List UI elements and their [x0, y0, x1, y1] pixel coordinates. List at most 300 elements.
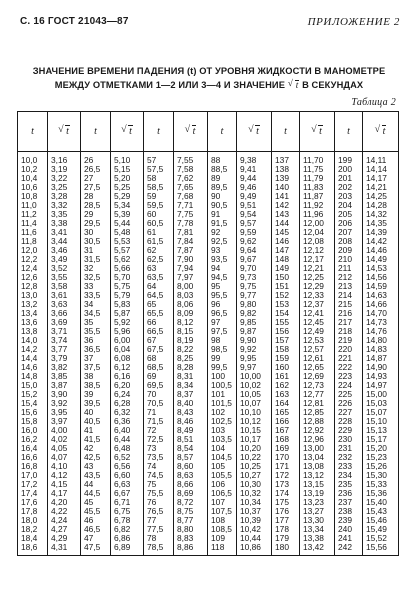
cell-sqrt-t: 14,28 [363, 201, 399, 210]
cell-t: 156 [272, 327, 300, 336]
cell-sqrt-t: 8,69 [174, 489, 208, 498]
cell-t: 211 [335, 264, 363, 273]
cell-sqrt-t: 7,94 [174, 264, 208, 273]
cell-t: 176 [272, 507, 300, 516]
cell-sqrt-t: 8,57 [174, 453, 208, 462]
cell-t: 59 [144, 192, 174, 201]
cell-sqrt-t: 4,02 [48, 435, 81, 444]
cell-sqrt-t: 6,60 [111, 471, 144, 480]
cell-t: 71,5 [144, 417, 174, 426]
data-table [17, 111, 399, 556]
cell-sqrt-t: 15,07 [363, 408, 399, 417]
cell-sqrt-t: 5,79 [111, 291, 144, 300]
cell-t: 30 [81, 228, 111, 237]
cell-t: 171 [272, 462, 300, 471]
cell-t: 226 [335, 399, 363, 408]
cell-t: 138 [272, 165, 300, 174]
cell-sqrt-t: 12,49 [300, 327, 335, 336]
cell-t: 18,6 [18, 543, 48, 556]
cell-sqrt-t: 12,73 [300, 381, 335, 390]
cell-t: 41,5 [81, 435, 111, 444]
cell-t: 160 [272, 363, 300, 372]
cell-t: 207 [335, 228, 363, 237]
cell-t: 230 [335, 435, 363, 444]
cell-sqrt-t: 9,62 [237, 237, 272, 246]
cell-sqrt-t: 4,15 [48, 480, 81, 489]
cell-sqrt-t: 10,12 [237, 417, 272, 426]
cell-t: 106,5 [208, 489, 237, 498]
cell-t: 94,5 [208, 273, 237, 282]
cell-sqrt-t: 14,21 [363, 183, 399, 192]
cell-sqrt-t: 9,95 [237, 354, 272, 363]
cell-sqrt-t: 10,44 [237, 534, 272, 543]
cell-sqrt-t: 9,70 [237, 264, 272, 273]
cell-sqrt-t: 7,68 [174, 192, 208, 201]
cell-sqrt-t: 8,06 [174, 300, 208, 309]
cell-t: 16,6 [18, 453, 48, 462]
cell-t: 242 [335, 543, 363, 556]
cell-sqrt-t: 9,75 [237, 282, 272, 291]
cell-sqrt-t: 5,39 [111, 210, 144, 219]
cell-t: 32,5 [81, 273, 111, 282]
cell-sqrt-t: 3,69 [48, 318, 81, 327]
cell-sqrt-t: 3,38 [48, 219, 81, 228]
cell-sqrt-t: 4,12 [48, 471, 81, 480]
cell-sqrt-t: 13,34 [300, 525, 335, 534]
cell-sqrt-t: 12,00 [300, 219, 335, 228]
cell-sqrt-t: 10,05 [237, 390, 272, 399]
cell-sqrt-t: 9,57 [237, 219, 272, 228]
cell-t: 95,5 [208, 291, 237, 300]
cell-sqrt-t: 12,61 [300, 354, 335, 363]
cell-t: 40 [81, 408, 111, 417]
cell-sqrt-t: 9,90 [237, 336, 272, 345]
cell-sqrt-t: 13,04 [300, 453, 335, 462]
cell-t: 16,4 [18, 444, 48, 453]
cell-t: 154 [272, 309, 300, 318]
cell-t: 212 [335, 273, 363, 282]
cell-sqrt-t: 9,73 [237, 273, 272, 282]
cell-sqrt-t: 7,97 [174, 273, 208, 282]
cell-sqrt-t: 6,89 [111, 543, 144, 556]
cell-t: 37 [81, 354, 111, 363]
cell-t: 14,6 [18, 363, 48, 372]
cell-sqrt-t: 15,23 [363, 453, 399, 462]
cell-t: 17,6 [18, 498, 48, 507]
cell-sqrt-t: 12,81 [300, 399, 335, 408]
cell-t: 60 [144, 210, 174, 219]
cell-t: 28 [81, 192, 111, 201]
cell-sqrt-t: 15,20 [363, 444, 399, 453]
cell-sqrt-t: 9,54 [237, 210, 272, 219]
cell-sqrt-t: 6,04 [111, 345, 144, 354]
cell-sqrt-t: 6,82 [111, 525, 144, 534]
cell-t: 163 [272, 390, 300, 399]
cell-sqrt-t: 14,49 [363, 255, 399, 264]
cell-sqrt-t: 6,75 [111, 507, 144, 516]
cell-t: 233 [335, 462, 363, 471]
cell-sqrt-t: 9,87 [237, 327, 272, 336]
cell-t: 177 [272, 516, 300, 525]
cell-sqrt-t: 5,20 [111, 174, 144, 183]
cell-sqrt-t: 5,25 [111, 183, 144, 192]
cell-t: 16,2 [18, 435, 48, 444]
cell-t: 11,8 [18, 237, 48, 246]
cell-t: 15,4 [18, 399, 48, 408]
cell-sqrt-t: 8,72 [174, 498, 208, 507]
cell-t: 232 [335, 453, 363, 462]
cell-sqrt-t: 12,12 [300, 246, 335, 255]
cell-t: 29 [81, 210, 111, 219]
cell-sqrt-t: 8,09 [174, 309, 208, 318]
cell-t: 71 [144, 408, 174, 417]
cell-sqrt-t: 14,93 [363, 372, 399, 381]
cell-sqrt-t: 15,56 [363, 543, 399, 556]
cell-t: 215 [335, 300, 363, 309]
cell-sqrt-t: 6,36 [111, 417, 144, 426]
cell-t: 200 [335, 165, 363, 174]
cell-sqrt-t: 14,56 [363, 273, 399, 282]
col-header-sqrt-3 [174, 112, 208, 152]
cell-t: 75 [144, 480, 174, 489]
cell-sqrt-t: 6,67 [111, 489, 144, 498]
cell-t: 12,0 [18, 246, 48, 255]
cell-t: 13,0 [18, 291, 48, 300]
cell-sqrt-t: 12,77 [300, 390, 335, 399]
cell-sqrt-t: 8,86 [174, 543, 208, 556]
cell-t: 18,4 [18, 534, 48, 543]
cell-sqrt-t: 9,64 [237, 246, 272, 255]
cell-sqrt-t: 9,59 [237, 228, 272, 237]
cell-t: 97,5 [208, 327, 237, 336]
cell-t: 34,5 [81, 309, 111, 318]
cell-sqrt-t: 8,75 [174, 507, 208, 516]
cell-sqrt-t: 3,46 [48, 246, 81, 255]
cell-sqrt-t: 9,97 [237, 363, 272, 372]
cell-sqrt-t: 11,87 [300, 192, 335, 201]
cell-sqrt-t: 4,17 [48, 489, 81, 498]
cell-t: 180 [272, 543, 300, 556]
cell-sqrt-t: 3,25 [48, 183, 81, 192]
cell-t: 73 [144, 444, 174, 453]
cell-t: 32 [81, 264, 111, 273]
cell-t: 76,5 [144, 507, 174, 516]
cell-t: 17,4 [18, 489, 48, 498]
cell-sqrt-t: 3,63 [48, 300, 81, 309]
cell-t: 140 [272, 183, 300, 192]
cell-t: 103,5 [208, 435, 237, 444]
cell-sqrt-t: 4,05 [48, 444, 81, 453]
cell-t: 178 [272, 525, 300, 534]
cell-t: 61,5 [144, 237, 174, 246]
cell-t: 104,5 [208, 453, 237, 462]
cell-t: 11,6 [18, 228, 48, 237]
cell-t: 96,5 [208, 309, 237, 318]
cell-sqrt-t: 3,97 [48, 417, 81, 426]
cell-sqrt-t: 12,88 [300, 417, 335, 426]
cell-sqrt-t: 14,14 [363, 165, 399, 174]
cell-sqrt-t: 9,80 [237, 300, 272, 309]
cell-t: 10,6 [18, 183, 48, 192]
cell-sqrt-t: 12,37 [300, 300, 335, 309]
appendix-label: ПРИЛОЖЕНИЕ 2 [307, 16, 400, 28]
cell-sqrt-t: 6,28 [111, 399, 144, 408]
cell-sqrt-t: 10,30 [237, 480, 272, 489]
cell-t: 91,5 [208, 219, 237, 228]
cell-t: 220 [335, 345, 363, 354]
cell-sqrt-t: 12,53 [300, 336, 335, 345]
cell-t: 144 [272, 219, 300, 228]
cell-t: 108 [208, 516, 237, 525]
cell-sqrt-t: 10,00 [237, 372, 272, 381]
cell-sqrt-t: 12,29 [300, 282, 335, 291]
sqrt-symbol: √ t [248, 124, 259, 137]
cell-sqrt-t: 6,32 [111, 408, 144, 417]
cell-t: 213 [335, 282, 363, 291]
cell-t: 75,5 [144, 489, 174, 498]
cell-sqrt-t: 5,87 [111, 309, 144, 318]
cell-sqrt-t: 8,51 [174, 435, 208, 444]
cell-t: 27,5 [81, 183, 111, 192]
col-header-t-6: t [335, 112, 363, 152]
cell-t: 103 [208, 426, 237, 435]
cell-t: 141 [272, 192, 300, 201]
cell-sqrt-t: 3,32 [48, 201, 81, 210]
cell-t: 145 [272, 228, 300, 237]
cell-sqrt-t: 10,10 [237, 408, 272, 417]
title-line-1: ЗНАЧЕНИЕ ВРЕМЕНИ ПАДЕНИЯ (t) ОТ УРОВНЯ ЖИДКОСТИ В МАНОМЕТРЕ [32, 66, 386, 76]
cell-t: 100,5 [208, 381, 237, 390]
cell-sqrt-t: 15,46 [363, 516, 399, 525]
cell-t: 10,4 [18, 174, 48, 183]
cell-sqrt-t: 9,41 [237, 165, 272, 174]
cell-t: 12,8 [18, 282, 48, 291]
cell-sqrt-t: 10,17 [237, 435, 272, 444]
cell-t: 39,5 [81, 399, 111, 408]
cell-sqrt-t: 8,63 [174, 471, 208, 480]
cell-sqrt-t: 14,87 [363, 354, 399, 363]
cell-sqrt-t: 13,15 [300, 480, 335, 489]
cell-sqrt-t: 5,96 [111, 327, 144, 336]
cell-sqrt-t: 12,17 [300, 255, 335, 264]
cell-sqrt-t: 7,62 [174, 174, 208, 183]
cell-sqrt-t: 11,79 [300, 174, 335, 183]
cell-t: 158 [272, 345, 300, 354]
cell-t: 12,6 [18, 273, 48, 282]
cell-t: 118 [208, 543, 237, 556]
cell-t: 231 [335, 444, 363, 453]
cell-sqrt-t: 4,29 [48, 534, 81, 543]
cell-sqrt-t: 14,97 [363, 381, 399, 390]
cell-sqrt-t: 4,10 [48, 462, 81, 471]
cell-sqrt-t: 12,21 [300, 264, 335, 273]
cell-sqrt-t: 5,62 [111, 255, 144, 264]
cell-sqrt-t: 4,00 [48, 426, 81, 435]
title-line-2 [18, 78, 400, 93]
cell-t: 13,2 [18, 300, 48, 309]
cell-sqrt-t: 15,40 [363, 498, 399, 507]
cell-sqrt-t: 5,83 [111, 300, 144, 309]
cell-sqrt-t: 3,66 [48, 309, 81, 318]
cell-sqrt-t: 8,43 [174, 408, 208, 417]
cell-sqrt-t: 15,13 [363, 426, 399, 435]
cell-sqrt-t: 9,51 [237, 201, 272, 210]
cell-sqrt-t: 7,55 [174, 152, 208, 166]
cell-t: 149 [272, 264, 300, 273]
cell-t: 137 [272, 152, 300, 166]
cell-sqrt-t: 6,40 [111, 426, 144, 435]
cell-t: 88 [208, 152, 237, 166]
cell-t: 66,5 [144, 327, 174, 336]
cell-t: 63,5 [144, 273, 174, 282]
cell-t: 164 [272, 399, 300, 408]
cell-sqrt-t: 10,22 [237, 453, 272, 462]
cell-t: 72,5 [144, 435, 174, 444]
cell-sqrt-t: 15,49 [363, 525, 399, 534]
cell-sqrt-t: 13,42 [300, 543, 335, 556]
cell-sqrt-t: 8,83 [174, 534, 208, 543]
cell-sqrt-t: 10,27 [237, 471, 272, 480]
table-row [18, 543, 399, 556]
table-row [18, 152, 399, 166]
cell-t: 179 [272, 534, 300, 543]
cell-t: 58 [144, 174, 174, 183]
cell-t: 92 [208, 228, 237, 237]
cell-t: 70 [144, 390, 174, 399]
cell-t: 15,0 [18, 381, 48, 390]
cell-t: 62,5 [144, 255, 174, 264]
cell-t: 209 [335, 246, 363, 255]
cell-sqrt-t: 7,75 [174, 210, 208, 219]
cell-sqrt-t: 11,70 [300, 152, 335, 166]
cell-t: 15,8 [18, 417, 48, 426]
cell-t: 11,4 [18, 219, 48, 228]
cell-sqrt-t: 8,03 [174, 291, 208, 300]
cell-t: 14,2 [18, 345, 48, 354]
cell-t: 30,5 [81, 237, 111, 246]
cell-t: 47,5 [81, 543, 111, 556]
cell-t: 74 [144, 462, 174, 471]
cell-sqrt-t: 7,58 [174, 165, 208, 174]
cell-sqrt-t: 10,39 [237, 516, 272, 525]
title-line-2-end: В СЕКУНДАХ [302, 80, 364, 90]
cell-t: 105 [208, 462, 237, 471]
cell-t: 168 [272, 435, 300, 444]
cell-sqrt-t: 8,46 [174, 417, 208, 426]
cell-t: 27 [81, 174, 111, 183]
cell-sqrt-t: 6,52 [111, 453, 144, 462]
cell-sqrt-t: 3,19 [48, 165, 81, 174]
cell-t: 161 [272, 372, 300, 381]
cell-t: 102 [208, 408, 237, 417]
cell-t: 38,5 [81, 381, 111, 390]
cell-sqrt-t: 14,25 [363, 192, 399, 201]
cell-t: 235 [335, 480, 363, 489]
col-header-t-5: t [272, 112, 300, 152]
cell-t: 15,2 [18, 390, 48, 399]
sqrt-symbol: √ t [311, 124, 322, 137]
cell-t: 42,5 [81, 453, 111, 462]
cell-sqrt-t: 15,33 [363, 480, 399, 489]
cell-t: 59,5 [144, 201, 174, 210]
cell-t: 224 [335, 381, 363, 390]
cell-t: 13,6 [18, 318, 48, 327]
cell-sqrt-t: 10,34 [237, 498, 272, 507]
cell-sqrt-t: 4,31 [48, 543, 81, 556]
cell-t: 98,5 [208, 345, 237, 354]
cell-sqrt-t: 13,00 [300, 444, 335, 453]
cell-t: 109 [208, 534, 237, 543]
cell-t: 174 [272, 489, 300, 498]
col-header-t-2: t [81, 112, 111, 152]
sqrt-symbol: √ t [184, 124, 196, 137]
cell-t: 69,5 [144, 381, 174, 390]
cell-t: 29,5 [81, 219, 111, 228]
cell-t: 41 [81, 426, 111, 435]
cell-t: 38 [81, 372, 111, 381]
cell-sqrt-t: 3,82 [48, 363, 81, 372]
cell-sqrt-t: 13,38 [300, 534, 335, 543]
cell-t: 10,8 [18, 192, 48, 201]
cell-sqrt-t: 8,12 [174, 318, 208, 327]
cell-sqrt-t: 14,35 [363, 219, 399, 228]
cell-sqrt-t: 9,38 [237, 152, 272, 166]
cell-t: 10,0 [18, 152, 48, 166]
cell-t: 151 [272, 282, 300, 291]
cell-sqrt-t: 8,00 [174, 282, 208, 291]
cell-sqrt-t: 9,92 [237, 345, 272, 354]
cell-t: 26 [81, 152, 111, 166]
cell-t: 90,5 [208, 201, 237, 210]
sqrt-symbol: √ t [374, 124, 386, 137]
cell-t: 169 [272, 444, 300, 453]
cell-sqrt-t: 13,23 [300, 498, 335, 507]
cell-t: 18,2 [18, 525, 48, 534]
cell-t: 205 [335, 210, 363, 219]
cell-t: 64 [144, 282, 174, 291]
cell-sqrt-t: 12,41 [300, 309, 335, 318]
cell-t: 35,5 [81, 327, 111, 336]
cell-t: 28,5 [81, 201, 111, 210]
cell-sqrt-t: 15,36 [363, 489, 399, 498]
sqrt-argument: t [295, 81, 299, 91]
cell-sqrt-t: 6,63 [111, 480, 144, 489]
cell-sqrt-t: 7,81 [174, 228, 208, 237]
cell-t: 46 [81, 516, 111, 525]
cell-sqrt-t: 3,74 [48, 336, 81, 345]
cell-sqrt-t: 5,70 [111, 273, 144, 282]
cell-t: 64,5 [144, 291, 174, 300]
cell-sqrt-t: 15,00 [363, 390, 399, 399]
cell-t: 95 [208, 282, 237, 291]
cell-t: 33 [81, 282, 111, 291]
cell-sqrt-t: 10,25 [237, 462, 272, 471]
cell-t: 10,2 [18, 165, 48, 174]
cell-sqrt-t: 3,44 [48, 237, 81, 246]
cell-sqrt-t: 7,65 [174, 183, 208, 192]
cell-t: 98 [208, 336, 237, 345]
cell-sqrt-t: 13,30 [300, 516, 335, 525]
cell-sqrt-t: 14,32 [363, 210, 399, 219]
cell-t: 72 [144, 426, 174, 435]
cell-t: 204 [335, 201, 363, 210]
cell-t: 31 [81, 246, 111, 255]
cell-t: 225 [335, 390, 363, 399]
cell-sqrt-t: 4,24 [48, 516, 81, 525]
cell-t: 199 [335, 152, 363, 166]
cell-sqrt-t: 15,30 [363, 471, 399, 480]
cell-sqrt-t: 11,83 [300, 183, 335, 192]
